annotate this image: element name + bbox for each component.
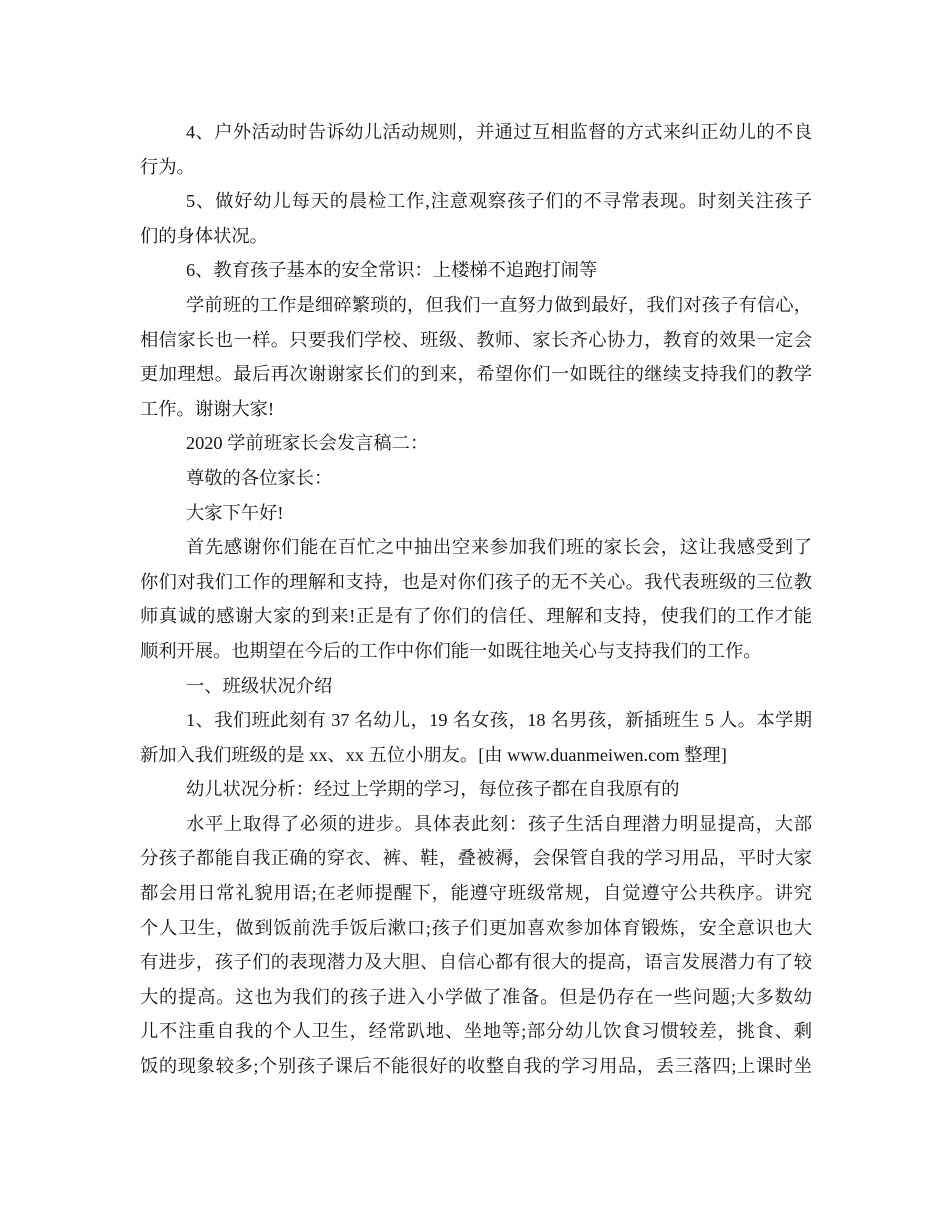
text-line: 相信家长也一样。只要我们学校、班级、教师、家长齐心协力，教育的效果一定会 (140, 329, 812, 350)
section-heading (140, 426, 812, 461)
text-line: 们的身体状况。 (140, 225, 268, 246)
text-line: 幼儿状况分析：经过上学期的学习，每位孩子都在自我原有的 (186, 779, 680, 800)
text-line: 你们对我们工作的理解和支持，也是对你们孩子的无不关心。我代表班级的三位教 (140, 571, 812, 592)
text-line: 行为。 (140, 156, 195, 177)
greeting (140, 496, 812, 531)
paragraph-class-overview (140, 703, 812, 772)
text-line: 5、做好幼儿每天的晨检工作,注意观察孩子们的不寻常表现。时刻关注孩子 (186, 191, 812, 212)
text-line: 儿不注重自我的个人卫生，经常趴地、坐地等;部分幼儿饮食习惯较差，挑食、剩 (140, 1021, 812, 1042)
text-line: 学前班的工作是细碎繁琐的，但我们一直努力做到最好，我们对孩子有信心， (186, 294, 812, 315)
text-line: 4、户外活动时告诉幼儿活动规则，并通过互相监督的方式来纠正幼儿的不良 (186, 122, 812, 142)
text-line: 饭的现象较多;个别孩子课后不能很好的收整自我的学习用品，丢三落四;上课时坐 (140, 1056, 812, 1077)
text-line: 水平上取得了必须的进步。具体表此刻：孩子生活自理潜力明显提高，大部 (186, 813, 812, 834)
section-title: 2020 学前班家长会发言稿二： (186, 433, 429, 454)
salutation (140, 461, 812, 496)
text-line: 大家下午好! (186, 502, 284, 523)
paragraph-analysis-body (140, 807, 812, 1084)
text-line: 新加入我们班级的是 xx、xx 五位小朋友。[由 www.duanmeiwen.com 整理] (140, 744, 727, 765)
paragraph-safety-knowledge (140, 253, 812, 288)
text-line: 个人卫生，做到饭前洗手饭后漱口;孩子们更加喜欢参加体育锻炼，安全意识也大 (140, 917, 812, 938)
text-line: 尊敬的各位家长： (186, 467, 333, 488)
text-line: 顺利开展。也期望在今后的工作中你们能一如既往地关心与支持我们的工作。 (140, 640, 762, 661)
paragraph-closing-thanks (140, 288, 812, 426)
text-line: 师真诚的感谢大家的到来!正是有了你们的信任、理解和支持，使我们的工作才能 (140, 606, 812, 627)
subsection-title: 一、班级状况介绍 (186, 675, 333, 696)
paragraph-analysis-intro (140, 772, 812, 807)
text-line: 6、教育孩子基本的安全常识：上楼梯不追跑打闹等 (186, 260, 598, 281)
text-line: 分孩子都能自我正确的穿衣、裤、鞋，叠被褥，会保管自我的学习用品，平时大家 (140, 848, 812, 869)
paragraph-morning-check (140, 184, 812, 253)
document-body (140, 115, 812, 1084)
paragraph-outdoor-rules (140, 115, 812, 184)
text-line: 大的提高。这也为我们的孩子进入小学做了准备。但是仍存在一些问题;大多数幼 (140, 986, 812, 1007)
text-line: 首先感谢你们能在百忙之中抽出空来参加我们班的家长会，这让我感受到了 (186, 537, 812, 558)
paragraph-opening-thanks (140, 530, 812, 668)
text-line: 都会用日常礼貌用语;在老师提醒下，能遵守班级常规，自觉遵守公共秩序。讲究 (140, 883, 812, 904)
text-line: 1、我们班此刻有 37 名幼儿，19 名女孩，18 名男孩，新插班生 5 人。本学期 (186, 710, 812, 731)
text-line: 有进步，孩子们的表现潜力及大胆、自信心都有很大的提高，语言发展潜力有了较 (140, 952, 812, 973)
text-line: 更加理想。最后再次谢谢家长们的到来，希望你们一如既往的继续支持我们的教学 (140, 364, 812, 385)
text-line: 工作。谢谢大家! (140, 398, 275, 419)
subsection-heading (140, 669, 812, 704)
